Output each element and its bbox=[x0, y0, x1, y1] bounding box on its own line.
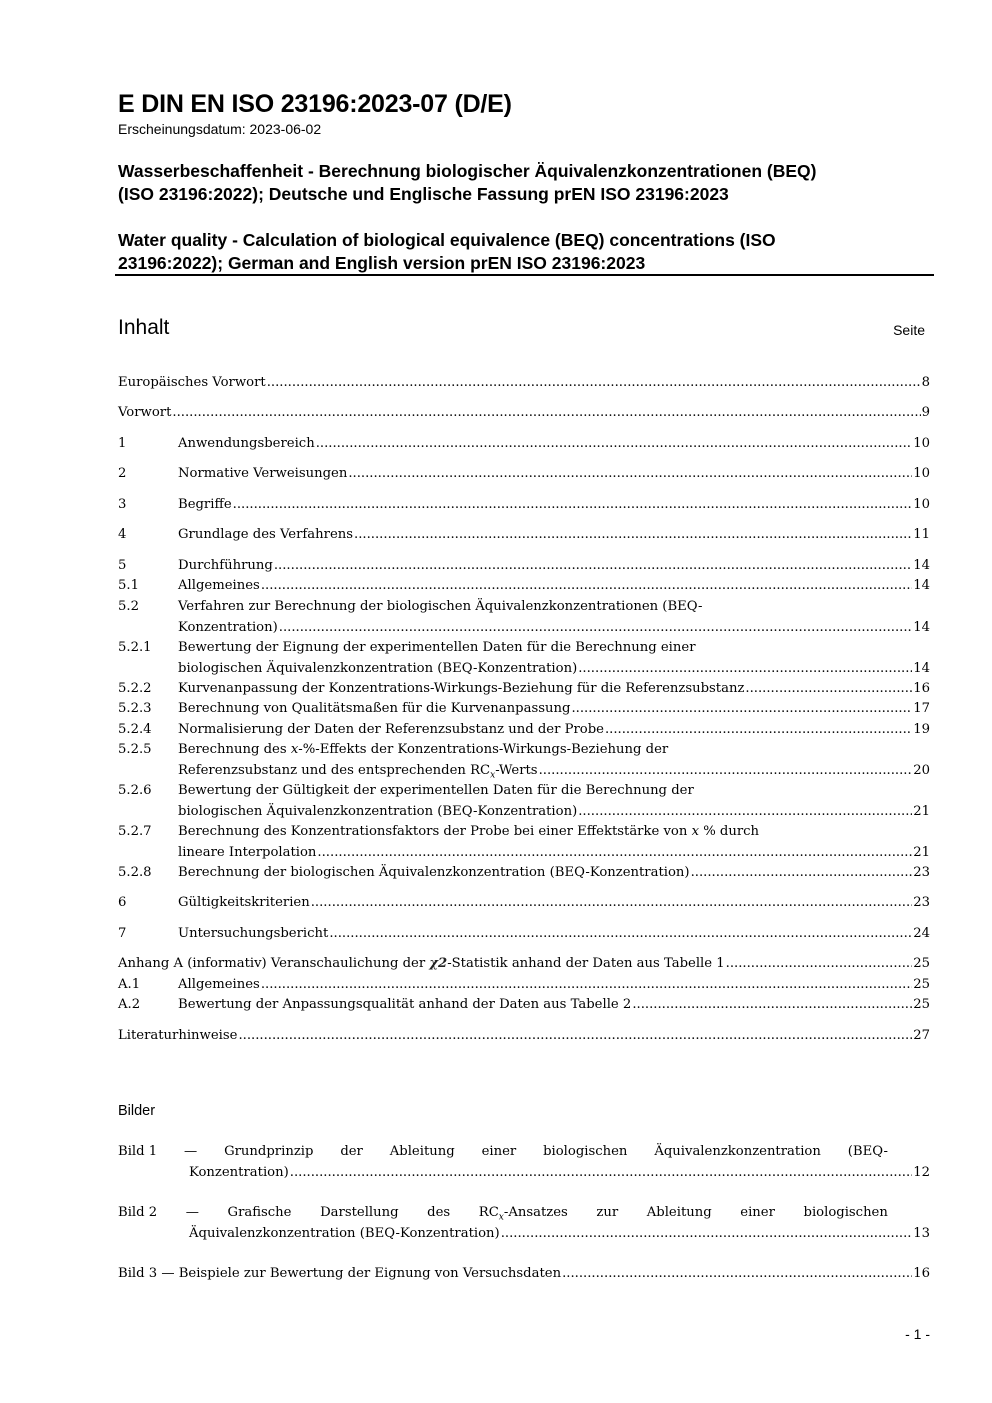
toc-entry-title: Berechnung der biologischen Äquivalenzkonzentration (BEQ-Konzentration) bbox=[178, 865, 690, 880]
figure-page: 12 bbox=[913, 1164, 930, 1180]
toc-entry-page: 21 bbox=[913, 803, 930, 819]
toc-entry-page: 14 bbox=[913, 660, 930, 676]
toc-entry-page: 14 bbox=[913, 558, 930, 573]
figure-title-line-2: Äquivalenzkonzentration (BEQ-Konzentration) bbox=[189, 1225, 500, 1241]
toc-entry-title: Europäisches Vorwort bbox=[118, 375, 266, 390]
toc-entry-title: Normative Verweisungen bbox=[178, 466, 348, 481]
toc-entry-title-line-2: Referenzsubstanz und des entsprechenden $RC_x$-Werts bbox=[178, 762, 538, 781]
chi-square-symbol: χ2 bbox=[429, 956, 448, 971]
toc-entry-number: 6 bbox=[118, 895, 127, 910]
toc-entry-title: Grundlage des Verfahrens bbox=[178, 527, 354, 542]
toc-entry-page: 25 bbox=[913, 956, 930, 971]
title-german-line-2: (ISO 23196:2022); Deutsche und Englische Fassung prEN ISO 23196:2023 bbox=[118, 184, 729, 204]
publication-date: Erscheinungsdatum: 2023-06-02 bbox=[118, 121, 322, 137]
toc-entry-title: Normalisierung der Daten der Referenzsubstanz und der Probe bbox=[178, 722, 604, 737]
toc-entry-number: A.1 bbox=[118, 977, 141, 992]
page-number: - 1 - bbox=[905, 1326, 930, 1342]
toc-entry-page: 16 bbox=[913, 681, 930, 696]
figures-heading: Bilder bbox=[118, 1103, 156, 1119]
toc-entry-page: 21 bbox=[913, 844, 930, 860]
toc-entry-title-line-2: Konzentration) bbox=[178, 619, 278, 635]
toc-entry-title: Berechnung von Qualitätsmaßen für die Kurvenanpassung bbox=[178, 701, 571, 716]
toc-entry-number: 5.2.7 bbox=[118, 824, 152, 839]
toc-entry-page: 9 bbox=[921, 405, 930, 420]
toc-entry-number: 1 bbox=[118, 436, 127, 451]
toc-entry-title: Anwendungsbereich bbox=[178, 436, 315, 451]
toc-entry-number: 5.2.3 bbox=[118, 701, 152, 716]
toc-entry-number: 5.2.8 bbox=[118, 865, 152, 880]
toc-entry-title-line-1: Verfahren zur Berechnung der biologischen Äquivalenzkonzentrationen (BEQ- bbox=[178, 599, 703, 614]
toc-entry-number: 7 bbox=[118, 926, 127, 941]
toc-entry-title: Kurvenanpassung der Konzentrations-Wirkungs-Beziehung für die Referenzsubstanz bbox=[178, 681, 745, 696]
figure-title-line-2: Konzentration) bbox=[189, 1164, 289, 1180]
toc-entry-page: 25 bbox=[913, 997, 930, 1012]
figure-page: 13 bbox=[913, 1225, 930, 1241]
document-id: E DIN EN ISO 23196:2023-07 (D/E) bbox=[118, 90, 512, 118]
toc-entry-page: 11 bbox=[913, 527, 930, 542]
toc-entry-title: Allgemeines bbox=[178, 977, 260, 992]
toc-entry-number: 5 bbox=[118, 558, 127, 573]
toc-page-column-label: Seite bbox=[893, 322, 925, 338]
toc-entry-number: 5.2 bbox=[118, 599, 139, 614]
toc-entry-title-line-2: biologischen Äquivalenzkonzentration (BEQ-Konzentration) bbox=[178, 660, 578, 676]
toc-entry-page: 17 bbox=[913, 701, 930, 716]
toc-entry-title-line-1: Berechnung des x-%-Effekts der Konzentrations-Wirkungs-Beziehung der bbox=[178, 742, 669, 757]
toc-heading: Inhalt bbox=[118, 316, 170, 339]
toc-entry-number: 5.2.6 bbox=[118, 783, 152, 798]
toc-entry-title-line-1: Bewertung der Eignung der experimentellen Daten für die Berechnung einer bbox=[178, 640, 696, 655]
toc-entry-page: 23 bbox=[913, 865, 930, 880]
toc-entry-page: 20 bbox=[913, 762, 930, 778]
toc-entry-title: Allgemeines bbox=[178, 578, 260, 593]
toc-entry-page: 8 bbox=[921, 375, 930, 390]
title-german bbox=[118, 160, 933, 206]
document-page: E DIN EN ISO 23196:2023-07 (D/E) Erscheinungsdatum: 2023-06-02 Wasserbeschaffenheit - Berechnung biologischer Äquivalenzkonzentrationen (BEQ) (ISO 23196:2022); Deutsche und Englische Fassung prEN ISO 23196:2023 Water quality - Calculation of biological equivalence (BEQ) concentrations (ISO 23196:2022); German and English version prEN ISO 23196:2023 Inhalt Seite Europäisches Vorwort ..... 8 Vorwort ..... 9 1 Anwendungsbereich ..... 10 2 Normative Verweisungen ..... 10 3 Begriffe ..... 10 4 Grundlage des Verfahrens ..... 11 5 Durchführung ..... 14 5.1 Allgemeines ..... 14 5.2 Verfahren zur Berechnung der biologischen Äquivalenzkonzentrationen (BEQ- Konzentration) ..... 14 5.2.1 Bewertung der Eignung der experimentellen Daten für die Berechnung einer biologischen Äquivalenzkonzentration (BEQ-Konzentration) ..... 14 5.2.2 Kurvenanpassung der Konzentrations-Wirkungs-Beziehung für die Referenzsubstanz ..... 16 5.2.3 Berechnung von Qualitätsmaßen für die Kurvenanpassung ..... 17 5.2.4 Normalisierung der Daten der Referenzsubstanz und der Probe ..... 19 5.2.5 Berechnung des x-%-Effekts der Konzentrations-Wirkungs-Beziehung der Referenzsubstanz und des entsprechenden $RC_x$-Werts ..... 20 5.2.6 Bewertung der Gültigkeit der experimentellen Daten für die Berechnung der biologischen Äquivalenzkonzentration (BEQ-Konzentration) ..... 21 5.2.7 Berechnung des Konzentrationsfaktors der Probe bei einer Effektstärke von x % durch lineare Interpolation ..... 21 5.2.8 Berechnung der biologischen Äquivalenzkonzentration (BEQ-Konzentration) ..... 23 6 Gültigkeitskriterien ..... 23 7 Untersuchungsbericht ..... 24 Anhang A (informativ) Veranschaulichung der χ2-Statistik anhand der Daten aus Tabelle 1 ..... 25 A.1 Allgemeines ..... 25 A.2 Bewertung der Anpassungsqualität anhand der Daten aus Tabelle 2 ..... 25 Literaturhinweise ..... 27 Bilder Bild 1 — Grundprinzip der Ableitung einer biologischen Äquivalenzkonzentration (BEQ- Konzentration) ..... 12 Bild 2 — Grafische Darstellung des $RC_x$-Ansatzes zur Ableitung einer biologischen Äquivalenzkonzentration (BEQ-Konzentration) ..... 13 Bild 3 — Beispiele zur Bewertung der Eignung von Versuchsdaten ..... 16 - 1 - bbox=[0, 0, 992, 1403]
toc-entry-title-line-2: biologischen Äquivalenzkonzentration (BEQ-Konzentration) bbox=[178, 803, 578, 819]
title-english-line-2: 23196:2022); German and English version prEN ISO 23196:2023 bbox=[118, 253, 646, 273]
toc-entry-number: 2 bbox=[118, 466, 127, 481]
toc-entry-title: Gültigkeitskriterien bbox=[178, 895, 310, 910]
toc-entry-page: 14 bbox=[913, 619, 930, 635]
toc-entry-page: 23 bbox=[913, 895, 930, 910]
figure-title: Bild 3 — Beispiele zur Bewertung der Eignung von Versuchsdaten bbox=[118, 1266, 562, 1281]
toc-entry-number: 3 bbox=[118, 497, 127, 512]
toc-entry-page: 10 bbox=[913, 497, 930, 512]
toc-entry-number: 5.1 bbox=[118, 578, 139, 593]
toc-entry-number: 5.2.5 bbox=[118, 742, 152, 757]
toc-entry-number: 4 bbox=[118, 527, 127, 542]
toc-entry-page: 27 bbox=[913, 1028, 930, 1043]
toc-entry-title-line-1: Berechnung des Konzentrationsfaktors der Probe bei einer Effektstärke von x % durch bbox=[178, 824, 760, 839]
toc-entry-page: 24 bbox=[913, 926, 930, 941]
toc-entry-page: 19 bbox=[913, 722, 930, 737]
toc-entry-title: Vorwort bbox=[118, 405, 172, 420]
figure-page: 16 bbox=[913, 1266, 930, 1281]
toc-entry-number: A.2 bbox=[118, 997, 141, 1012]
toc-entry-page: 10 bbox=[913, 466, 930, 481]
toc-entry-number: 5.2.2 bbox=[118, 681, 152, 696]
toc-entry-title: Anhang A (informativ) Veranschaulichung der χ2-Statistik anhand der Daten aus Tabelle 1 bbox=[118, 956, 725, 971]
toc-entry-title: Durchführung bbox=[178, 558, 273, 573]
header-divider bbox=[115, 274, 934, 276]
toc-entry-page: 10 bbox=[913, 436, 930, 451]
toc-entry-title: Bewertung der Anpassungsqualität anhand der Daten aus Tabelle 2 bbox=[178, 997, 632, 1012]
title-english-line-1: Water quality - Calculation of biological equivalence (BEQ) concentrations (ISO bbox=[118, 230, 776, 250]
toc-entry-number: 5.2.1 bbox=[118, 640, 152, 655]
title-german-line-1: Wasserbeschaffenheit - Berechnung biologischer Äquivalenzkonzentrationen (BEQ) bbox=[118, 161, 817, 181]
toc-entry-title: Begriffe bbox=[178, 497, 232, 512]
toc-entry-page: 14 bbox=[913, 578, 930, 593]
toc-entry-number: 5.2.4 bbox=[118, 722, 152, 737]
toc-entry-title: Untersuchungsbericht bbox=[178, 926, 329, 941]
title-english bbox=[118, 229, 933, 275]
toc-entry-title-line-2: lineare Interpolation bbox=[178, 844, 317, 860]
toc-entry-page: 25 bbox=[913, 977, 930, 992]
toc-entry-title-line-1: Bewertung der Gültigkeit der experimentellen Daten für die Berechnung der bbox=[178, 783, 694, 798]
toc-entry-title: Literaturhinweise bbox=[118, 1028, 238, 1043]
